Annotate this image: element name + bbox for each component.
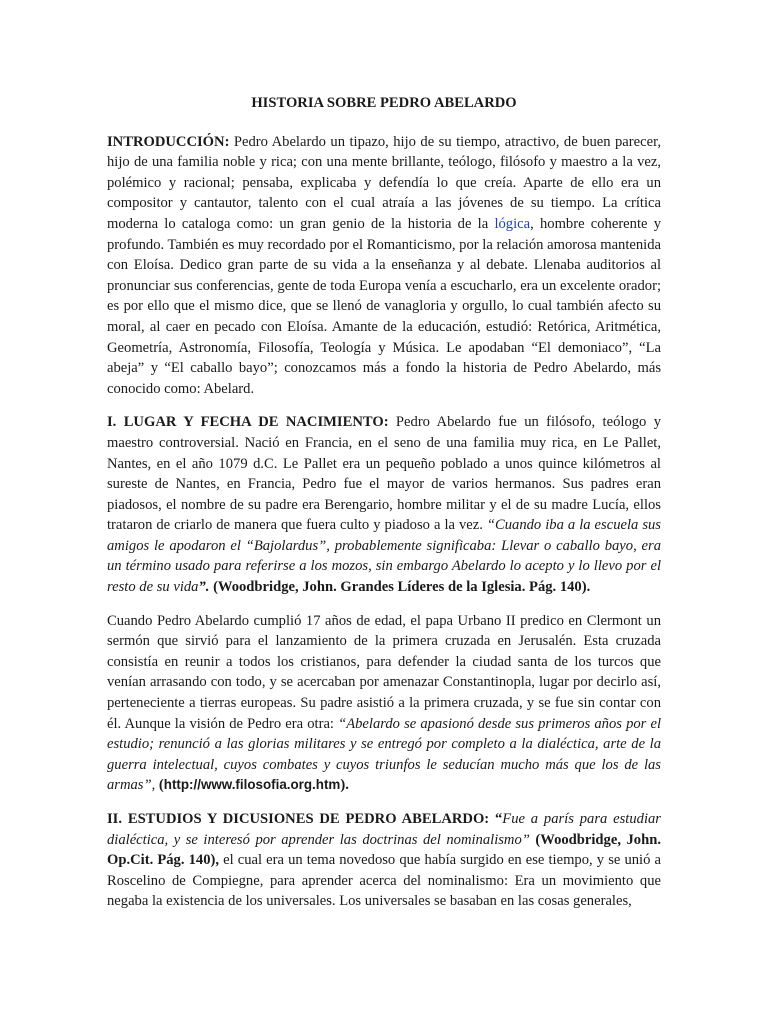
- section-1-text: Pedro Abelardo fue un filósofo, teólogo y maestro controversial. Nació en Francia, en el seno de una familia muy rica, en Le Pallet, Nantes, en el año 1079 d.C. Le Pallet era un pequeño poblado a unos quince kilómetros al sureste de Nantes, en Francia, Pedro fue el mayor de varios hermanos. Sus padres eran piadosos, el nombre de su padre era Berengario, hombre militar y el de su madre Lucía, ellos trataron de criarlo de manera que fuera culto y piadoso a la vez.: [107, 414, 661, 534]
- document-page: [107, 84, 661, 912]
- section-1-quote-end: ”.: [198, 579, 210, 596]
- section-1b-text: Cuando Pedro Abelardo cumplió 17 años de edad, el papa Urbano II predico en Clermont un sermón que sirvió para el lanzamiento de la primera cruzada en Jerusalén. Esta cruzada consistía en reunir a todos los cristianos, para defender la ciudad santa de los turcos que venían arrasando con todo, y se acercaban por amenazar Constantinopla, lugar por decirlo así, perteneciente a tierras europeas. Su padre asistió a la primera cruzada, y se fue sin contar con él. Aunque la visión de Pedro era otra:: [107, 612, 661, 732]
- document-title: HISTORIA SOBRE PEDRO ABELARDO: [251, 95, 517, 111]
- intro-paragraph: [107, 132, 661, 400]
- intro-text-2: , hombre coherente y profundo. También es muy recordado por el Romanticismo, por la relación amorosa mantenida con Eloísa. Dedico gran parte de su vida a la enseñanza y al debate. Llenaba auditorios al pronunciar sus conferencias, gente de toda Europa venía a escucharlo, era un excelente orador; es por ello que el mismo dice, que se llenó de vanagloria y orgullo, lo cual también afecto su moral, al caer en pecado con Eloísa. Amante de la educación, estudió: Retórica, Aritmética, Geometría, Astronomía, Filosofía, Teología y Música. Le apodaban “El demoniaco”, “La abeja” y “El caballo bayo”; conozcamos más a fondo la historia de Pedro Abelardo, más conocido como: Abelard.: [107, 215, 661, 397]
- source-open: (: [158, 777, 164, 794]
- section-1-citation-end: .: [586, 579, 591, 596]
- section-1b-comma: ,: [151, 777, 159, 794]
- section-2-quote: Fue a parís para estudiar dialéctica, y se interesó por aprender las doctrinas del nominalismo”: [107, 811, 661, 848]
- section-2-heading: II. ESTUDIOS Y DICUSIONES DE PEDRO ABELARDO:: [107, 811, 490, 827]
- section-2-quote-open: “: [489, 811, 503, 827]
- logica-link[interactable]: lógica: [494, 215, 531, 232]
- intro-text-1: Pedro Abelardo un tipazo, hijo de su tiempo, atractivo, de buen parecer, hijo de una familia noble y rica; con una mente brillante, teólogo, filósofo y maestro a la vez, polémico y racional; pensaba, explicaba y defendía lo que creía. Aparte de ello era un compositor y cantautor, talento con el cual atraía a las jóvenes de su tiempo. La crítica moderna lo cataloga como: un gran genio de la historia de la: [107, 133, 661, 232]
- section-1-paragraph: [107, 412, 661, 597]
- section-2-text: el cual era un tema novedoso que había surgido en ese tiempo, y se unió a Roscelino de Compiegne, para aprender acerca del nominalismo: Era un movimiento que negaba la existencia de los universales. Los universales se basaban en las cosas generales,: [107, 852, 661, 910]
- source-close: ).: [340, 777, 349, 794]
- section-1b-paragraph: [107, 611, 661, 796]
- intro-heading: INTRODUCCIÓN:: [107, 133, 230, 150]
- source-url: http://www.filosofia.org.htm: [163, 777, 341, 793]
- section-2-paragraph: [107, 809, 661, 912]
- section-1-quote: “Cuando iba a la escuela sus amigos le apodaron el “Bajolardus”, probablemente significaba: Llevar o caballo bayo, era un término usado para referirse a los mozos, sin embargo Abelardo lo acepto y lo llevo por el resto de su vida: [107, 517, 661, 596]
- section-1-citation: (Woodbridge, John. Grandes Líderes de la Iglesia. Pág. 140): [209, 579, 587, 596]
- section-1-heading: I. LUGAR Y FECHA DE NACIMIENTO:: [107, 414, 389, 431]
- section-1b-quote: “Abelardo se apasionó desde sus primeros años por el estudio; renunció a las glorias militares y se entregó por completo a la dialéctica, arte de la guerra intelectual, cuyos combates y cuyos triunfos le seducían mucho más que los de las armas”: [107, 715, 661, 794]
- section-2-citation: (Woodbridge, John. Op.Cit. Pág. 140),: [107, 831, 661, 869]
